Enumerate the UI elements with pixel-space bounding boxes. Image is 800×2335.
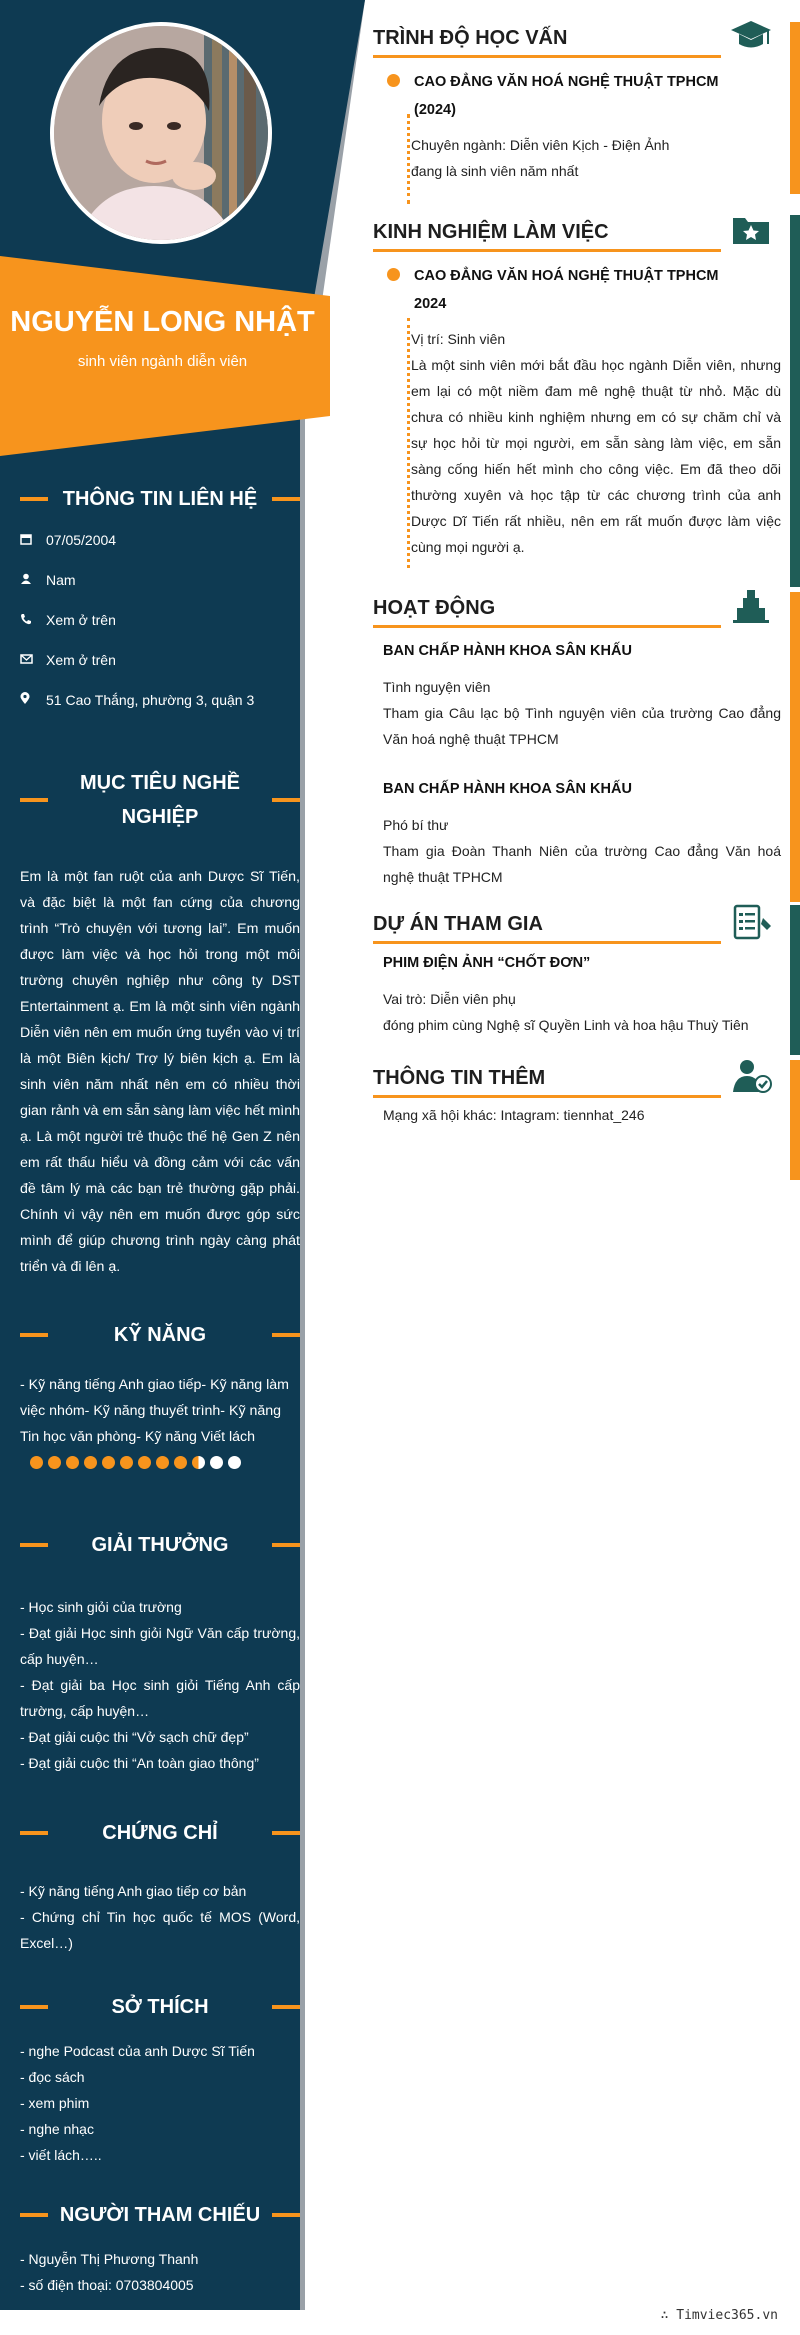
accent-bar (790, 905, 800, 1055)
candidate-name: NGUYỄN LONG NHẬT (10, 306, 315, 338)
heading-line-right (272, 2213, 300, 2217)
heading-line-left (20, 2005, 48, 2009)
education-section (373, 24, 791, 184)
list-item: - Đạt giải Học sinh giỏi Ngữ Văn cấp trường, cấp huyện… (20, 1625, 300, 1667)
rating-dot (156, 1456, 169, 1469)
calendar-icon (20, 533, 46, 548)
objective-heading: MỤC TIÊU NGHỀ NGHIỆP (20, 766, 300, 834)
list-item: - xem phim (20, 2095, 90, 2111)
contact-phone: Xem ở trên (20, 612, 300, 628)
education-school: CAO ĐẲNG VĂN HOÁ NGHỆ THUẬT TPHCM (2024) (373, 68, 791, 124)
activity-role: Phó bí thư (383, 817, 449, 833)
experience-description: Là một sinh viên mới bắt đầu học ngành Diễn viên, nhưng em lại có một niềm đam mê nghệ thuật từ nhỏ. Mặc dù chưa có nhiều kinh nghiệm nhưng em có sự chăm chỉ và sự học hỏi từ mọi người, em sẵn sàng làm việc, em sẵn sàng cống hiến hết mình cho công việc. Em đã theo dõi thường xuyên và học tập từ các chương trình của anh Dược Dĩ Tiến rất nhiều, nên em rất muốn được làm việc cùng mọi người ạ. (411, 357, 781, 555)
rating-dot (210, 1456, 223, 1469)
heading-line-left (20, 2213, 48, 2217)
rating-dot (84, 1456, 97, 1469)
activity-desc: Tham gia Câu lạc bộ Tình nguyện viên của trường Cao đẳng Văn hoá nghệ thuật TPHCM (383, 705, 781, 747)
list-item: - Chứng chỉ Tin học quốc tế MOS (Word, Excel…) (20, 1909, 300, 1951)
accent-bar (790, 215, 800, 587)
heading-line-left (20, 1333, 48, 1337)
skills-text: - Kỹ năng tiếng Anh giao tiếp- Kỹ năng làm việc nhóm- Kỹ năng thuyết trình- Kỹ năng Tin học văn phòng- Kỹ năng Viết lách (20, 1377, 289, 1445)
hobbies-list (20, 2038, 300, 2168)
skills-heading: KỸ NĂNG (20, 1318, 300, 1352)
rating-dot (48, 1456, 61, 1469)
rating-dot (66, 1456, 79, 1469)
education-title: TRÌNH ĐỘ HỌC VẤN (373, 27, 568, 49)
extra-info-section (373, 1064, 791, 1128)
clipboard-rocket-icon (729, 904, 773, 940)
rating-dot (228, 1456, 241, 1469)
activity-role: Tình nguyện viên (383, 679, 491, 695)
experience-section (373, 218, 791, 560)
heading-line-right (272, 1543, 300, 1547)
objective-text: Em là một fan ruột của anh Dược Sĩ Tiến, và đặc biệt là một fan cứng của chương trình “Trò chuyện với tương lai”. Em muốn được làm việc và học hỏi trong một môi trường chuyên nghiệp như công ty DST Entertainment ạ. Em là một sinh viên ngành Diễn viên nên em muốn ứng tuyển vào vị trí là một Biên kịch/ Trợ lý biên kịch ạ. Em là sinh viên năm nhất nên em có nhiều thời gian rảnh và em sẵn sàng làm việc hết mình ạ. Là một người trẻ thuộc thế hệ Gen Z nên em rất thấu hiểu và đồng cảm với các vấn đề tâm lý mà các bạn trẻ thường gặp phải. Chính vì vậy nên em muốn được góp sức mình để giúp chương trình ngày càng phát triển và đi lên ạ. (20, 869, 300, 1275)
heading-line-left (20, 1543, 48, 1547)
heading-line-left (20, 497, 48, 501)
user-icon (20, 573, 46, 588)
activities-section (373, 594, 791, 890)
heading-line-left (20, 798, 48, 802)
contact-gender: Nam (20, 572, 300, 588)
list-item: - nghe Podcast của anh Dược Sĩ Tiến (20, 2043, 255, 2059)
rating-dot (174, 1456, 187, 1469)
activity-desc: Tham gia Đoàn Thanh Niên của trường Cao đẳng Văn hoá nghệ thuật TPHCM (383, 843, 781, 885)
projects-section (373, 910, 791, 1038)
user-check-icon (729, 1058, 773, 1094)
activities-title: HOẠT ĐỘNG (373, 597, 496, 619)
timeline (407, 318, 410, 568)
hobbies-heading: SỞ THÍCH (20, 1990, 300, 2024)
rating-dot (120, 1456, 133, 1469)
experience-title: KINH NGHIỆM LÀM VIỆC (373, 221, 609, 243)
folder-star-icon (729, 212, 773, 248)
list-item: - Nguyễn Thị Phương Thanh (20, 2251, 199, 2267)
graduation-cap-icon (729, 18, 773, 54)
rating-dot (102, 1456, 115, 1469)
accent-bar (790, 22, 800, 194)
heading-line-right (272, 1333, 300, 1337)
project-role: Vai trò: Diễn viên phụ (383, 991, 516, 1007)
heading-line-left (20, 1831, 48, 1835)
title-underline (373, 55, 721, 58)
title-underline (373, 1095, 721, 1098)
activity-org: BAN CHẤP HÀNH KHOA SÂN KHẤU (383, 781, 632, 797)
extra-info-title: THÔNG TIN THÊM (373, 1067, 546, 1089)
contact-birthdate: 07/05/2004 (20, 532, 300, 548)
heading-line-right (272, 497, 300, 501)
awards-heading: GIẢI THƯỞNG (20, 1528, 300, 1562)
list-item: - nghe nhạc (20, 2121, 94, 2137)
education-major: Chuyên ngành: Diễn viên Kịch - Điện Ảnh (411, 137, 670, 153)
rating-dot (192, 1456, 205, 1469)
education-status: đang là sinh viên năm nhất (411, 163, 579, 179)
rating-dot (30, 1456, 43, 1469)
accent-bar (790, 592, 800, 902)
email-icon (20, 653, 46, 668)
timeline (407, 114, 410, 204)
heading-line-right (272, 2005, 300, 2009)
skill-rating (30, 1456, 241, 1469)
list-item: - Học sinh giỏi của trường (20, 1599, 182, 1615)
list-item: - đọc sách (20, 2069, 85, 2085)
list-item: - Đạt giải cuộc thi “Vở sạch chữ đẹp” (20, 1729, 249, 1745)
list-item: - Kỹ năng tiếng Anh giao tiếp cơ bản (20, 1883, 247, 1899)
project-name: PHIM ĐIỆN ẢNH “CHỐT ĐƠN” (383, 955, 591, 971)
phone-icon (20, 613, 46, 628)
title-underline (373, 249, 721, 252)
experience-company: CAO ĐẲNG VĂN HOÁ NGHỆ THUẬT TPHCM 2024 (373, 262, 791, 318)
heading-line-right (272, 1831, 300, 1835)
references-heading: NGƯỜI THAM CHIẾU (20, 2198, 300, 2232)
podium-icon (729, 588, 773, 624)
certificates-heading: CHỨNG CHỈ (20, 1816, 300, 1850)
title-underline (373, 625, 721, 628)
experience-position: Vị trí: Sinh viên (411, 331, 506, 347)
list-item: - Đạt giải cuộc thi “An toàn giao thông” (20, 1755, 259, 1771)
watermark-brand: ∴ Timviec365.vn (660, 2308, 778, 2323)
location-icon (20, 692, 46, 708)
contact-address: 51 Cao Thắng, phường 3, quận 3 (20, 692, 300, 708)
project-desc: đóng phim cùng Nghệ sĩ Quyền Linh và hoa hậu Thuỳ Tiên (383, 1017, 749, 1033)
accent-bar (790, 1060, 800, 1180)
contact-email: Xem ở trên (20, 652, 300, 668)
candidate-job-title: sinh viên ngành diễn viên (77, 353, 248, 370)
references-list (20, 2246, 300, 2298)
certificates-list (20, 1878, 300, 1956)
list-item: - số điện thoại: 0703804005 (20, 2277, 194, 2293)
title-underline (373, 941, 721, 944)
contact-heading: THÔNG TIN LIÊN HỆ (20, 482, 300, 516)
heading-line-right (272, 798, 300, 802)
awards-list (20, 1594, 300, 1776)
activity-org: BAN CHẤP HÀNH KHOA SÂN KHẤU (383, 643, 632, 659)
projects-title: DỰ ÁN THAM GIA (373, 913, 543, 935)
rating-dot (138, 1456, 151, 1469)
list-item: - Đạt giải ba Học sinh giỏi Tiếng Anh cấp trường, cấp huyện… (20, 1677, 300, 1719)
extra-info-text: Mạng xã hội khác: Intagram: tiennhat_246 (383, 1107, 645, 1123)
list-item: - viết lách….. (20, 2147, 102, 2163)
avatar (50, 22, 272, 244)
